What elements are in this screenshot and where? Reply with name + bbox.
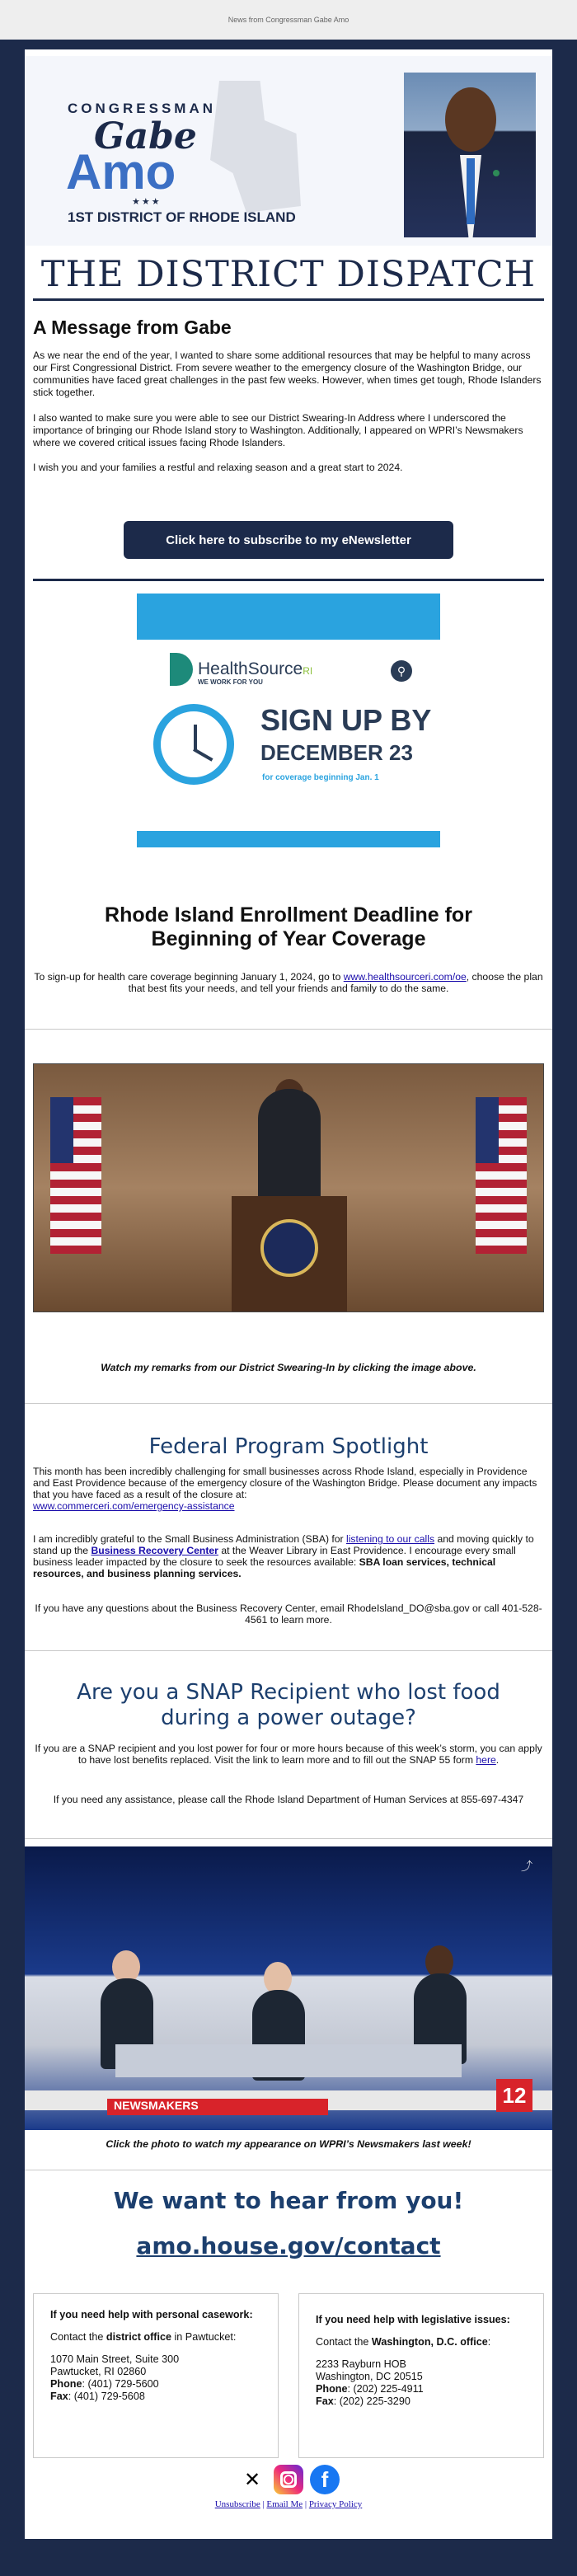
federal-p1-text: This month has been incredibly challenging for small businesses across Rhode Island, especially in Providence and East Providence because of the emergency closure of the Washington Bridge. Please document any impacts that you have faced as a result of the closure at:	[33, 1466, 537, 1500]
contact-title: We want to hear from you!	[113, 2187, 464, 2214]
portrait-lapel-pin	[493, 170, 500, 176]
district-address-1: 1070 Main Street, Suite 300	[50, 2353, 180, 2365]
district-fax-label: Fax	[50, 2391, 68, 2402]
dc-phone: : (202) 225-4911	[347, 2383, 424, 2395]
rhode-island-map-graphic	[210, 81, 301, 213]
house-seal-icon	[260, 1219, 318, 1277]
district-address-2: Pawtucket, RI 02860	[50, 2366, 147, 2377]
snap-paragraph-2: If you need any assistance, please call the Rhode Island Department of Human Services at 855-697-4347	[53, 1794, 524, 1805]
banner-congressman: CONGRESSMAN	[68, 101, 217, 116]
federal-paragraph-3: If you have any questions about the Business Recovery Center, email RhodeIsland_DO@sba.gov or call 401-528-4561 to learn more.	[35, 1602, 542, 1626]
congressman-portrait	[404, 73, 536, 237]
enrollment-text	[33, 971, 544, 994]
district-phone-label: Phone	[50, 2378, 82, 2390]
unsubscribe-link[interactable]: Unsubscribe	[214, 2499, 260, 2509]
snap-form-link[interactable]: here	[476, 1754, 496, 1766]
business-recovery-link[interactable]: Business Recovery Center	[91, 1545, 218, 1556]
swearing-in-photo[interactable]	[33, 1063, 544, 1312]
banner-last-name: Amo	[66, 144, 176, 199]
x-icon[interactable]: ✕	[243, 2468, 261, 2491]
studio-desk	[115, 2044, 462, 2077]
district-intro-a: Contact the	[50, 2331, 104, 2343]
clock-minute-hand	[193, 748, 213, 761]
contact-link[interactable]: amo.house.gov/contact	[136, 2232, 441, 2259]
dc-address-2: Washington, DC 20515	[316, 2371, 423, 2382]
speaker-body	[258, 1089, 321, 1204]
portrait-tie	[467, 158, 475, 224]
share-icon: ⤴	[521, 1860, 532, 1873]
dc-office-box	[298, 2293, 544, 2458]
banner-first-name: Gabe	[94, 115, 197, 157]
healthsource-logo	[198, 659, 312, 679]
federal-paragraph-2	[33, 1533, 544, 1579]
clock-icon	[153, 704, 234, 785]
wpri-12-logo: 12	[496, 2079, 532, 2112]
district-fax: : (401) 729-5608	[68, 2391, 145, 2402]
dc-intro-b: :	[487, 2336, 491, 2348]
newsmakers-banner: NEWSMAKERS	[107, 2099, 328, 2115]
dc-address-1: 2233 Rayburn HOB	[316, 2358, 406, 2370]
healthsource-card	[137, 640, 440, 831]
instagram-icon[interactable]	[274, 2465, 303, 2494]
signup-heading: SIGN UP BY	[260, 703, 432, 737]
message-paragraph-2: I also wanted to make sure you were able to see our District Swearing-In Address where I underscored the importance of bringing our Rhode Island story to Washington. Additionally, I appeared on WPRI’s Newsmakers where we covered critical issues facing Rhode Islanders.	[33, 412, 523, 448]
federal-p2-a: I am incredibly grateful to the Small Business Administration (SBA) for	[33, 1533, 344, 1545]
newsmakers-photo[interactable]	[25, 1846, 552, 2130]
enrollment-title: Rhode Island Enrollment Deadline for Beginning of Year Coverage	[105, 903, 472, 950]
healthsource-tagline: WE WORK FOR YOU	[198, 678, 263, 686]
header-banner	[25, 56, 552, 246]
masthead-title: THE DISTRICT DISPATCH	[40, 254, 537, 295]
coverage-note: for coverage beginning Jan. 1	[262, 773, 379, 782]
email-me-link[interactable]: Email Me	[266, 2499, 303, 2509]
commerceri-link[interactable]: www.commerceri.com/emergency-assistance	[33, 1500, 235, 1512]
federal-p2-b: and moving quickly to stand up the	[33, 1533, 534, 1556]
footer-separator: |	[303, 2499, 309, 2509]
swearing-in-caption: Watch my remarks from our District Swearing-In by clicking the image above.	[101, 1362, 476, 1373]
district-intro-b: in Pawtucket:	[174, 2331, 237, 2343]
podium	[232, 1196, 347, 1311]
newsmakers-caption: Click the photo to watch my appearance on WPRI’s Newsmakers last week!	[106, 2138, 471, 2150]
snap-title: Are you a SNAP Recipient who lost food during a power outage?	[77, 1680, 500, 1730]
district-phone: : (401) 729-5600	[82, 2378, 159, 2390]
dc-phone-label: Phone	[316, 2383, 348, 2395]
social-links	[25, 2465, 552, 2494]
healthsource-logo-icon	[170, 653, 193, 686]
dc-fax: : (202) 225-3290	[333, 2395, 410, 2407]
newsletter-body	[25, 49, 552, 2539]
district-office-box	[33, 2293, 279, 2458]
district-heading: If you need help with personal casework:	[50, 2309, 253, 2320]
clock-hour-hand	[194, 725, 197, 749]
district-intro-bold: district office	[106, 2331, 171, 2343]
footer-links	[25, 2499, 552, 2509]
federal-p2-c: at the Weaver Library in East Providence. I encourage every small business leader impacted by the closure to seek the resources available:	[33, 1545, 516, 1568]
facebook-icon[interactable]: f	[310, 2465, 340, 2494]
healthsource-graphic[interactable]	[137, 594, 440, 847]
banner-stars: ★★★	[132, 197, 162, 207]
enrollment-text-before: To sign-up for health care coverage beginning January 1, 2024, go to	[34, 971, 341, 983]
dc-intro-bold: Washington, D.C. office	[371, 2336, 488, 2348]
dc-intro-a: Contact the	[316, 2336, 369, 2348]
subscribe-button[interactable]: Click here to subscribe to my eNewsletter	[124, 521, 453, 559]
section-divider	[25, 1029, 552, 1030]
snap-paragraph-1: If you are a SNAP recipient and you lost power for four or more hours because of this week’s storm, you can apply to have lost benefits replaced. Visit the link to learn more and to fill out the SNAP 55 form here.	[35, 1743, 542, 1766]
section-divider	[25, 1403, 552, 1404]
privacy-policy-link[interactable]: Privacy Policy	[308, 2499, 363, 2509]
section-divider	[25, 1838, 552, 1839]
healthsource-link[interactable]: www.healthsourceri.com/oe	[343, 971, 467, 983]
preheader: News from Congressman Gabe Amo	[0, 0, 577, 40]
federal-p2-bold: SBA loan services, technical resources, and business planning services.	[33, 1556, 496, 1579]
dc-fax-label: Fax	[316, 2395, 334, 2407]
signup-date: DECEMBER 23	[260, 740, 413, 765]
masthead-rule	[33, 298, 544, 301]
snap-p1-text: If you are a SNAP recipient and you lost power for four or more hours because of this week’s storm, you can apply to have lost benefits replaced. Visit the link to learn more and to fill out the SNAP 55 form	[35, 1743, 542, 1766]
healthsource-logo-text: HealthSource	[198, 659, 303, 678]
federal-title: Federal Program Spotlight	[148, 1434, 429, 1459]
message-paragraph-3: I wish you and your families a restful and relaxing season and a great start to 2024.	[33, 462, 403, 473]
message-title: A Message from Gabe	[33, 317, 232, 338]
us-flag-left	[50, 1097, 101, 1254]
portrait-face	[445, 87, 496, 152]
listening-link[interactable]: listening to our calls	[346, 1533, 435, 1545]
search-icon: ⚲	[391, 660, 412, 682]
dc-heading: If you need help with legislative issues:	[316, 2314, 510, 2325]
section-rule	[33, 579, 544, 581]
federal-paragraph-1	[33, 1466, 544, 1512]
healthsource-logo-ri: RI	[303, 665, 313, 677]
banner-district: 1ST DISTRICT OF RHODE ISLAND	[68, 209, 296, 225]
message-paragraph-1: As we near the end of the year, I wanted to share some additional resources that may be helpful to many across our First Congressional District. From severe weather to the emergency closure of the Washington Bridge, our communities have faced great challenges in the past few weeks. However, when times get tough, Rhode Islanders stick together.	[33, 350, 542, 398]
footer-separator: |	[260, 2499, 267, 2509]
section-divider	[25, 1650, 552, 1651]
enrollment-text-after: , choose the plan that best fits your needs, and tell your friends and family to do the same.	[128, 971, 543, 994]
us-flag-right	[476, 1097, 527, 1254]
